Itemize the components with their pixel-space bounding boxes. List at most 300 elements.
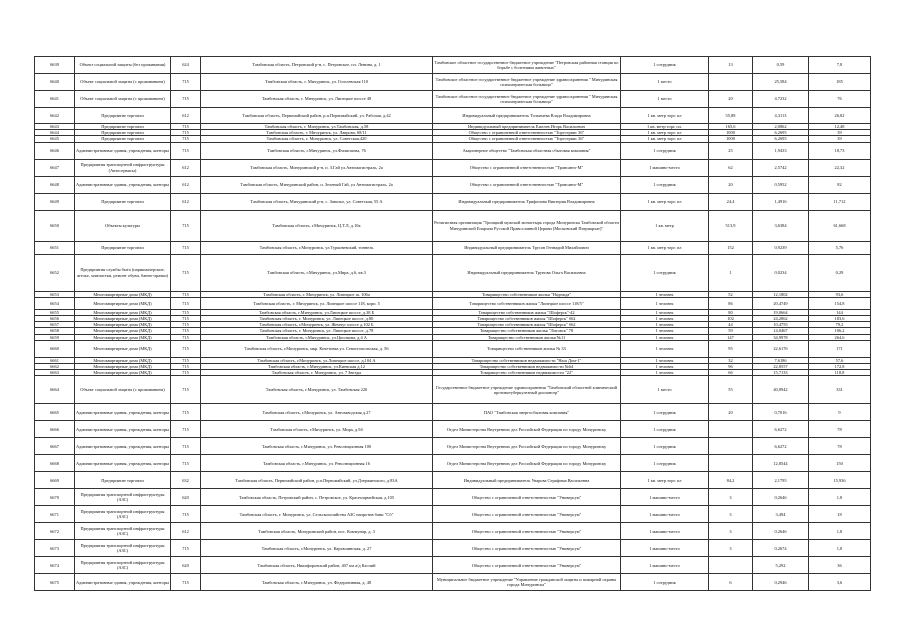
row-number-cell: 6656	[35, 316, 75, 322]
quantity-cell: 3	[709, 540, 753, 557]
table-row	[35, 540, 871, 557]
volume-value-cell: 3,6	[809, 574, 871, 591]
volume-value-cell: 12,48	[809, 124, 871, 130]
table-row	[35, 176, 871, 193]
quantity-cell: 3	[709, 489, 753, 506]
row-number-cell: 6652	[35, 254, 75, 291]
code-cell: 612	[171, 193, 201, 210]
norm-value-cell: 20,4749	[753, 297, 809, 309]
quantity-cell	[709, 455, 753, 472]
row-number-cell: 6670	[35, 489, 75, 506]
norm-value-cell: 6,6272	[753, 421, 809, 438]
object-category-cell: Административные здания, учреждения, конторы	[75, 574, 171, 591]
unit-cell: 1 кв. метр торг. пл	[621, 136, 709, 142]
volume-value-cell: 150	[809, 455, 871, 472]
row-number-cell: 6639	[35, 57, 75, 74]
unit-cell: 1 место	[621, 91, 709, 108]
address-cell: Тамбовская область, г. Мичуринск, ул. 7 Звезды	[201, 370, 433, 376]
volume-value-cell: 1,8	[809, 540, 871, 557]
code-cell: 612	[171, 176, 201, 193]
address-cell: Тамбовская область, г.Мичуринск, ул. Революционная 100	[201, 438, 433, 455]
code-cell: 612	[171, 523, 201, 540]
unit-cell: 1 кв. метр торг. пл	[621, 193, 709, 210]
norm-value-cell: 1,9433	[753, 142, 809, 159]
row-number-cell: 6645	[35, 136, 75, 142]
row-number-cell: 6651	[35, 241, 75, 254]
table-row	[35, 297, 871, 309]
unit-cell: 1 сотрудник	[621, 404, 709, 421]
row-number-cell: 6653	[35, 291, 75, 297]
table-row	[35, 241, 871, 254]
organization-cell: Общество с ограниченной ответственностью "Универсум"	[433, 506, 621, 523]
norm-value-cell: 0,7016	[753, 404, 809, 421]
object-category-cell: Предприятие торговли	[75, 241, 171, 254]
unit-cell: 1 сотрудник	[621, 176, 709, 193]
quantity-cell	[709, 74, 753, 91]
code-cell: 620	[171, 557, 201, 574]
row-number-cell: 6668	[35, 455, 75, 472]
code-cell: 715	[171, 421, 201, 438]
unit-cell: 1 человек	[621, 340, 709, 357]
quantity-cell: 55,88	[709, 108, 753, 124]
unit-cell: 1 кв. метр торг. пл	[621, 130, 709, 136]
address-cell: Тамбовская область, Петровский район, с. Петровское, ул. Красноармейская, д.105	[201, 489, 433, 506]
code-cell: 715	[171, 124, 201, 130]
quantity-cell: 55	[709, 376, 753, 404]
address-cell: Тамбовская область, г.Мичуринск, ул. Жемчуг шоссе д.102 Б	[201, 322, 433, 328]
address-cell: Тамбовская область, г.Мичуринск, ул.Циолкова, д.4 А	[201, 334, 433, 340]
address-cell: Тамбовская область, г. Мичуринск, ул. Сельскохозяйства АЗС напротив бани "Сб"	[201, 506, 433, 523]
organization-cell: Тамбовское областное государственное бюджетное учреждение "Петровская районная станция по борьбе с болезнями животных"	[433, 57, 621, 74]
norm-value-cell: 3,6384	[753, 210, 809, 241]
code-cell: 715	[171, 130, 201, 136]
volume-value-cell: 154,8	[809, 297, 871, 309]
organization-cell: Отдел Министерства Внутренних дел Российской Федерации по городу Мичуринску	[433, 421, 621, 438]
quantity-cell	[709, 557, 753, 574]
unit-cell: 1 человек	[621, 328, 709, 334]
object-category-cell: Административные здания, учреждения, конторы	[75, 404, 171, 421]
volume-value-cell: 106,2	[809, 328, 871, 334]
volume-value-cell: 11,712	[809, 193, 871, 210]
code-cell: 715	[171, 254, 201, 291]
table-row	[35, 574, 871, 591]
table-row	[35, 254, 871, 291]
row-number-cell: 6665	[35, 404, 75, 421]
organization-cell: Товарищество собственников жилья "Шоферск" б62	[433, 316, 621, 322]
address-cell: Тамбовская область, г.Мичуринск, ул.Киевская д.12	[201, 364, 433, 370]
row-number-cell: 6641	[35, 91, 75, 108]
code-cell: 715	[171, 376, 201, 404]
quantity-cell: 80	[709, 309, 753, 315]
volume-value-cell: 76	[809, 91, 871, 108]
address-cell: Тамбовская область, г.Мичуринск, ул. Федеративная, д. 48	[201, 574, 433, 591]
volume-value-cell: 36	[809, 557, 871, 574]
object-category-cell: Предприятие торговли	[75, 472, 171, 489]
row-number-cell: 6667	[35, 438, 75, 455]
volume-value-cell: 1,8	[809, 523, 871, 540]
address-cell: Тамбовская область, г. Мичуринск, ул. Гоголевская 110	[201, 74, 433, 91]
object-category-cell: Предприятия службы быта (парикмахерские, ателье, химчистки, ремонт обуви, банно-прачки)	[75, 254, 171, 291]
unit-cell: 1 машино-место	[621, 540, 709, 557]
address-cell: Тамбовская область, г. Мичуринск, ул. Советская,420	[201, 136, 433, 142]
code-cell: 715	[171, 291, 201, 297]
unit-cell: 1 сотрудник	[621, 57, 709, 74]
volume-value-cell: 18,73	[809, 142, 871, 159]
unit-cell: 1 машино-место	[621, 557, 709, 574]
row-number-cell: 6657	[35, 322, 75, 328]
object-category-cell: Объект социальной защиты (с проживанием)	[75, 74, 171, 91]
organization-cell: Индивидуальный предприниматель Ежелев Игорь Васильевич	[433, 124, 621, 130]
object-category-cell: Многоквартирные дома (МКД)	[75, 340, 171, 357]
row-number-cell: 6655	[35, 309, 75, 315]
table-row	[35, 421, 871, 438]
object-category-cell: Предприятия транспортной инфраструктуры (АЗС)	[75, 506, 171, 523]
norm-value-cell: 24,2862	[753, 316, 809, 322]
norm-value-cell: 15,7133	[753, 370, 809, 376]
volume-value-cell: 18	[809, 506, 871, 523]
object-category-cell: Объекты культуры	[75, 210, 171, 241]
object-category-cell: Предприятия транспортной инфраструктуры (АЗС)	[75, 489, 171, 506]
code-cell: 715	[171, 328, 201, 334]
registry-table-body	[35, 57, 871, 591]
norm-value-cell: 0,2674	[753, 540, 809, 557]
row-number-cell: 6647	[35, 159, 75, 176]
address-cell: Тамбовская область, г. Мичуринск, ул. Липецкое ш. 106а	[201, 291, 433, 297]
quantity-cell: 59	[709, 328, 753, 334]
volume-value-cell: 7,8	[809, 57, 871, 74]
address-cell: Тамбовская область, г.Мичуринск, мкр. Кочетовка ул. Севастопольская, д. 56	[201, 340, 433, 357]
unit-cell: 1 машино-место	[621, 159, 709, 176]
code-cell: 632	[171, 472, 201, 489]
object-category-cell: Предприятия транспортной инфраструктуры (АЗС)	[75, 523, 171, 540]
volume-value-cell: 61,668	[809, 210, 871, 241]
row-number-cell: 6663	[35, 370, 75, 376]
address-cell: Тамбовская область, Мичуринский район, п. Зеленый Гай, ул Автомагистраль, 2а	[201, 176, 433, 193]
norm-value-cell: 0,2946	[753, 574, 809, 591]
registry-table-container	[34, 56, 870, 591]
object-category-cell: Предприятия транспортной инфраструктуры (АЗС)	[75, 557, 171, 574]
volume-value-cell: 93,6	[809, 291, 871, 297]
unit-cell: 1 машино-место	[621, 506, 709, 523]
table-row	[35, 404, 871, 421]
unit-cell: 1 человек	[621, 297, 709, 309]
code-cell: 715	[171, 322, 201, 328]
organization-cell: Индивидуальный предприниматель Трусов Геннадий Михайлович	[433, 241, 621, 254]
code-cell: 715	[171, 340, 201, 357]
organization-cell: Общество с ограниченной ответственностью "Трансавто-М"	[433, 159, 621, 176]
table-row	[35, 438, 871, 455]
norm-value-cell: 2,5742	[753, 159, 809, 176]
unit-cell: 1 место	[621, 376, 709, 404]
object-category-cell: Многоквартирные дома (МКД)	[75, 334, 171, 340]
code-cell: 715	[171, 540, 201, 557]
code-cell: 715	[171, 370, 201, 376]
organization-cell: Товарищество собственников недвижимости "Наш Дом-1"	[433, 357, 621, 363]
object-category-cell: Предприятия транспортной инфраструктуры (АЗС)	[75, 540, 171, 557]
table-row	[35, 340, 871, 357]
organization-cell: Общество с ограниченной ответственностью "Трансавто-М"	[433, 176, 621, 193]
address-cell: Тамбовская область, Мичуринский р-н, п. З.Гай ул.Автомагистраль, 2а	[201, 159, 433, 176]
table-row	[35, 108, 871, 124]
row-number-cell: 6672	[35, 523, 75, 540]
organization-cell: Товарищество собственников жилья "Липецкое шоссе 118/5"	[433, 297, 621, 309]
address-cell: Тамбовская область, г.Мичуринск, ул.Филиппова, 76	[201, 142, 433, 159]
organization-cell: Товарищество собственников жилья №11	[433, 334, 621, 340]
address-cell: Тамбовская область, г.Мичуринск, ул.Липецкое шоссе, д.104 А	[201, 357, 433, 363]
object-category-cell: Многоквартирные дома (МКД)	[75, 309, 171, 315]
norm-value-cell: 2,1795	[753, 472, 809, 489]
address-cell: Тамбовская область, г.Мичуринск, ул.Липецкое шоссе, д.38 Б	[201, 309, 433, 315]
organization-cell: Муниципальное бюджетное учреждение "Управление гражданской защиты и пожарной охраны города Мичуринска"	[433, 574, 621, 591]
row-number-cell: 6666	[35, 421, 75, 438]
quantity-cell: 96	[709, 364, 753, 370]
organization-cell: Индивидуальный предприниматель Трифонова Виктория Владимировна	[433, 193, 621, 210]
norm-value-cell: 0,2646	[753, 523, 809, 540]
object-category-cell: Предприятие торговли	[75, 136, 171, 142]
organization-cell: ПАО "Тамбовская энергосбытовая компания"	[433, 404, 621, 421]
address-cell: Тамбовская область, г.Мичуринск, ул. Мира, д.94	[201, 421, 433, 438]
quantity-cell: 147	[709, 334, 753, 340]
norm-value-cell: 0,0234	[753, 254, 809, 291]
norm-value-cell: 0,2646	[753, 489, 809, 506]
row-number-cell: 6649	[35, 193, 75, 210]
code-cell: 715	[171, 91, 201, 108]
address-cell: Тамбовская область, г. Мичуринск, ул. Липецкое шоссе 118, корп. 5	[201, 297, 433, 309]
quantity-cell: 86	[709, 297, 753, 309]
norm-value-cell: 14,0467	[753, 328, 809, 334]
address-cell: Тамбовская область, Первомайский район, р.п.Первомайский, ул. Рабочая, д.42	[201, 108, 433, 124]
row-number-cell: 6675	[35, 574, 75, 591]
norm-value-cell: 22,6176	[753, 340, 809, 357]
code-cell: 715	[171, 241, 201, 254]
code-cell: 715	[171, 357, 201, 363]
organization-cell: Товарищество собственников жилья № 33	[433, 340, 621, 357]
volume-value-cell: 5,76	[809, 241, 871, 254]
organization-cell: Товарищество собственников жилья "Шоферск"-42	[433, 309, 621, 315]
address-cell: Тамбовская область, г.Мичуринск, ул. Революционная 16	[201, 455, 433, 472]
object-category-cell: Многоквартирные дома (МКД)	[75, 291, 171, 297]
address-cell: Тамбовская область, г.Мичуринск, Ц.Т.Л, д.10к	[201, 210, 433, 241]
table-row	[35, 91, 871, 108]
object-category-cell: Многоквартирные дома (МКД)	[75, 322, 171, 328]
norm-value-cell: 3,494	[753, 506, 809, 523]
object-category-cell: Объект социальной защиты (с проживанием)	[75, 376, 171, 404]
norm-value-cell: 1,4916	[753, 193, 809, 210]
quantity-cell: 3	[709, 506, 753, 523]
address-cell: Тамбовская область, г.Мичуринск, ул. Тамбовская 220	[201, 376, 433, 404]
table-row	[35, 489, 871, 506]
row-number-cell: 6648	[35, 176, 75, 193]
unit-cell: 1 человек	[621, 370, 709, 376]
row-number-cell: 6642	[35, 108, 75, 124]
unit-cell: 1 человек	[621, 357, 709, 363]
code-cell: 715	[171, 316, 201, 322]
organization-cell: Товарищество собственников недвижимости №64	[433, 364, 621, 370]
code-cell: 715	[171, 404, 201, 421]
norm-value-cell: 4,7232	[753, 91, 809, 108]
quantity-cell: 62	[709, 159, 753, 176]
address-cell: Тамбовская область, Мичуринский р-н, с. Заволье, ул. Советская, 55 А	[201, 193, 433, 210]
volume-value-cell: 15,936	[809, 472, 871, 489]
object-category-cell: Многоквартирные дома (МКД)	[75, 316, 171, 322]
organization-cell: Товарищество собственников жилья "Лиговск" 78	[433, 328, 621, 334]
row-number-cell: 6673	[35, 540, 75, 557]
unit-cell: 1 машино-место	[621, 489, 709, 506]
unit-cell: 1 сотрудник	[621, 455, 709, 472]
organization-cell: Отдел Министерства Внутренних дел Российской Федерации по городу Мичуринску	[433, 455, 621, 472]
unit-cell: 1 человек	[621, 291, 709, 297]
address-cell: Тамбовская область, г.Мичуринск, ул. Каргашинская, д. 27	[201, 540, 433, 557]
norm-value-cell: 12,8544	[753, 455, 809, 472]
row-number-cell: 6662	[35, 364, 75, 370]
volume-value-cell: 39	[809, 136, 871, 142]
table-row	[35, 159, 871, 176]
object-category-cell: Административные здания, учреждения, конторы	[75, 142, 171, 159]
address-cell: Тамбовская область, г. Мичуринск, ул.Тамбовская, д.58	[201, 124, 433, 130]
object-category-cell: Многоквартирные дома (МКД)	[75, 328, 171, 334]
table-row	[35, 74, 871, 91]
volume-value-cell: 185	[809, 74, 871, 91]
unit-cell: 1 сотрудник	[621, 574, 709, 591]
volume-value-cell: 144	[809, 309, 871, 315]
quantity-cell: 20	[709, 91, 753, 108]
unit-cell: 1 кв. метр торг. пл	[621, 241, 709, 254]
volume-value-cell: 9	[809, 404, 871, 421]
code-cell: 715	[171, 506, 201, 523]
object-category-cell: Объект социальной защиты (с проживанием)	[75, 91, 171, 108]
quantity-cell: 20	[709, 176, 753, 193]
norm-value-cell: 6,2695	[753, 136, 809, 142]
code-cell: 620	[171, 489, 201, 506]
organization-cell: Общество с ограниченной ответственностью "Универсум"	[433, 557, 621, 574]
object-category-cell: Предприятие торговли	[75, 108, 171, 124]
volume-value-cell: 1,8	[809, 489, 871, 506]
registry-table	[34, 56, 871, 591]
volume-value-cell: 0,29	[809, 254, 871, 291]
address-cell: Тамбовская область, г.Мичуринск, ул. Автозаводская д.27	[201, 404, 433, 421]
quantity-cell: 24,4	[709, 193, 753, 210]
address-cell: Тамбовская область, г. Мичуринск, ул. Липецкое шоссе, д.78	[201, 328, 433, 334]
unit-cell: 1 человек	[621, 309, 709, 315]
unit-cell: 1 место	[621, 74, 709, 91]
norm-value-cell: 10,4755	[753, 322, 809, 328]
quantity-cell: 1000	[709, 136, 753, 142]
quantity-cell: 20	[709, 404, 753, 421]
quantity-cell: 13	[709, 57, 753, 74]
row-number-cell: 6669	[35, 472, 75, 489]
norm-value-cell: 4,3113	[753, 108, 809, 124]
norm-value-cell: 0,9239	[753, 241, 809, 254]
object-category-cell: Предприятия транспортной инфраструктуры (Автосервисы)	[75, 159, 171, 176]
table-row	[35, 472, 871, 489]
table-row	[35, 506, 871, 523]
organization-cell: Общество с ограниченной ответственностью "Универсум"	[433, 540, 621, 557]
quantity-cell: 52	[709, 291, 753, 297]
organization-cell: Общество с ограниченной ответственностью "Торгсервис 36"	[433, 130, 621, 136]
code-cell: 715	[171, 455, 201, 472]
table-row	[35, 455, 871, 472]
organization-cell: Общество с ограниченной ответственностью "Торгсервис 36"	[433, 136, 621, 142]
norm-value-cell: 7,6186	[753, 357, 809, 363]
norm-value-cell: 40,0942	[753, 376, 809, 404]
organization-cell: Индивидуальный предприниматель Трунова Ольга Васильевна	[433, 254, 621, 291]
quantity-cell: 152	[709, 241, 753, 254]
address-cell: Тамбовская область, Мичуринский район, пос. Коммунар, д. 3	[201, 523, 433, 540]
organization-cell: Индивидуальный предприниматель Толмачева Влада Владимировна	[433, 108, 621, 124]
organization-cell: Общество с ограниченной ответственностью "Универсум"	[433, 489, 621, 506]
row-number-cell: 6659	[35, 334, 75, 340]
object-category-cell: Предприятие торговли	[75, 193, 171, 210]
table-row	[35, 193, 871, 210]
code-cell: 715	[171, 574, 201, 591]
object-category-cell: Объект социальной защиты (без проживания)	[75, 57, 171, 74]
unit-cell: 1 сотрудник	[621, 438, 709, 455]
code-cell: 715	[171, 364, 201, 370]
address-cell: Тамбовская область, г. Мичуринск, ул. Липецкое шоссе 48	[201, 91, 433, 108]
row-number-cell: 6644	[35, 130, 75, 136]
volume-value-cell: 78	[809, 438, 871, 455]
row-number-cell: 6661	[35, 357, 75, 363]
volume-value-cell: 26,82	[809, 108, 871, 124]
quantity-cell: 84,2	[709, 472, 753, 489]
volume-value-cell: 78	[809, 421, 871, 438]
row-number-cell: 6660	[35, 340, 75, 357]
object-category-cell: Многоквартирные дома (МКД)	[75, 297, 171, 309]
row-number-cell: 6671	[35, 506, 75, 523]
row-number-cell: 6654	[35, 297, 75, 309]
unit-cell: 1 кв. метр	[621, 210, 709, 241]
unit-cell: 1 человек	[621, 334, 709, 340]
unit-cell: 1 кв. метр торг. пл	[621, 108, 709, 124]
table-row	[35, 376, 871, 404]
address-cell: Тамбовская область, г.Мичуринск, ул.Турковевский, тоннель	[201, 241, 433, 254]
quantity-cell: 1000	[709, 130, 753, 136]
code-cell: 624	[171, 57, 201, 74]
unit-cell: 1 человек	[621, 364, 709, 370]
volume-value-cell: 79,2	[809, 322, 871, 328]
quantity-cell: 513,9	[709, 210, 753, 241]
address-cell: Тамбовская область, Первомайский район, р.п.Первомайский, ул.Дзержинского, д.83А	[201, 472, 433, 489]
quantity-cell: 66	[709, 370, 753, 376]
volume-value-cell: 22,32	[809, 159, 871, 176]
address-cell: Тамбовская область, г. Мичуринск, ул. Лаврова, 68/11	[201, 130, 433, 136]
object-category-cell: Административные здания, учреждения, конторы	[75, 438, 171, 455]
volume-value-cell: 264,6	[809, 334, 871, 340]
quantity-cell	[709, 438, 753, 455]
organization-cell: Товарищество собственников жилья "Надежда"	[433, 291, 621, 297]
code-cell: 612	[171, 108, 201, 124]
quantity-cell: 6	[709, 574, 753, 591]
object-category-cell: Административные здания, учреждения, конторы	[75, 421, 171, 438]
norm-value-cell: 34,9978	[753, 334, 809, 340]
organization-cell: Акционерное общество "Тамбовская областная сбытовая компания"	[433, 142, 621, 159]
address-cell: Тамбовская область, г. Мичуринск, ул. Липецкое шоссе, д.80	[201, 316, 433, 322]
quantity-cell: 95	[709, 340, 753, 357]
table-row	[35, 523, 871, 540]
quantity-cell: 102	[709, 316, 753, 322]
norm-value-cell: 25,584	[753, 74, 809, 91]
norm-value-cell: 12,1802	[753, 291, 809, 297]
quantity-cell: 25	[709, 142, 753, 159]
organization-cell: Государственное бюджетное учреждение здравоохранения "Тамбовский областной клинический противотуберкулезный диспансер"	[433, 376, 621, 404]
code-cell: 715	[171, 438, 201, 455]
unit-cell: 1 сотрудник	[621, 142, 709, 159]
organization-cell: Тамбовское областное государственное бюджетное учреждение здравоохранения " Мичуринская психиатрическая больница"	[433, 91, 621, 108]
volume-value-cell: 82	[809, 176, 871, 193]
organization-cell: Тамбовское областное государственное бюджетное учреждение здравоохранения " Мичуринская психиатрическая больница"	[433, 74, 621, 91]
row-number-cell: 6640	[35, 74, 75, 91]
unit-cell: 1 человек	[621, 316, 709, 322]
